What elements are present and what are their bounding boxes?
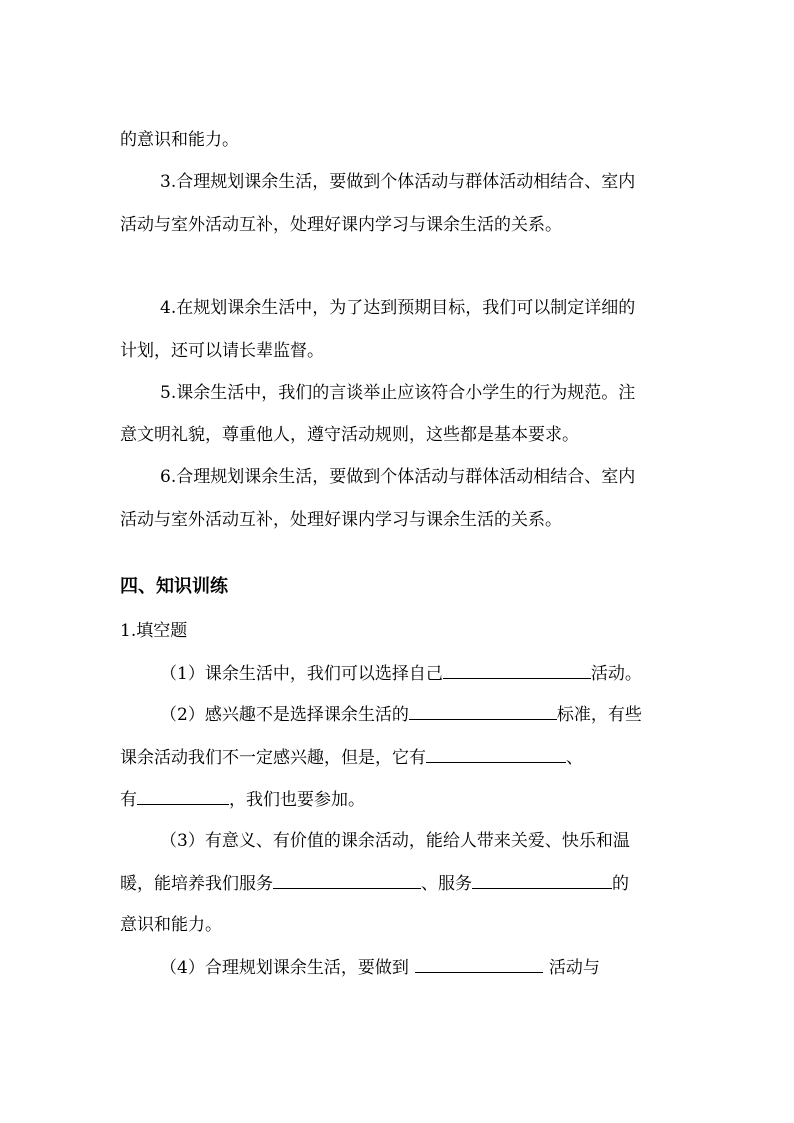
answer-blank[interactable] <box>443 663 591 679</box>
question-1 <box>160 663 642 684</box>
question-3-line3: 意识和能力。 <box>120 915 222 935</box>
question-2-line3 <box>120 789 365 810</box>
question-2-text-c: 课余活动我们不一定感兴趣，但是，它有 <box>120 748 426 768</box>
item3-line2: 活动与室外活动互补，处理好课内学习与课余生活的关系。 <box>120 215 562 235</box>
item4-line2: 计划，还可以请长辈监督。 <box>120 341 324 361</box>
answer-blank[interactable] <box>415 957 543 973</box>
answer-blank[interactable] <box>472 873 612 889</box>
question-2-line2 <box>120 747 583 768</box>
question-4-text-a: （4）合理规划课余生活，要做到 <box>160 958 409 978</box>
sub-heading-fill-blanks: 1.填空题 <box>120 621 188 641</box>
answer-blank[interactable] <box>137 789 229 805</box>
item4-line1: 4.在规划课余生活中，为了达到预期目标，我们可以制定详细的 <box>160 298 636 318</box>
question-3-text-a: 暖，能培养我们服务 <box>120 874 273 894</box>
question-3-text-b: 、服务 <box>421 874 472 894</box>
item5-line2: 意文明礼貌，尊重他人，遵守活动规则，这些都是基本要求。 <box>120 425 579 445</box>
question-2-text-b: 标准，有些 <box>556 705 642 725</box>
answer-blank[interactable] <box>409 704 557 720</box>
item5-line1: 5.课余生活中，我们的言谈举止应该符合小学生的行为规范。注 <box>160 383 636 403</box>
question-3-text-c: 的 <box>612 874 629 894</box>
item3-line1: 3.合理规划课余生活，要做到个体活动与群体活动相结合、室内 <box>160 172 636 192</box>
question-4-line1 <box>160 957 600 978</box>
item6-line2: 活动与室外活动互补，处理好课内学习与课余生活的关系。 <box>120 510 562 530</box>
question-2-text-a: （2）感兴趣不是选择课余生活的 <box>160 705 409 725</box>
question-1-text-a: （1）课余生活中，我们可以选择自己 <box>160 664 443 684</box>
answer-blank[interactable] <box>426 747 566 763</box>
answer-blank[interactable] <box>273 873 421 889</box>
question-4-text-b: 活动与 <box>548 958 600 978</box>
question-2-text-d: 、 <box>566 748 583 768</box>
section-heading: 四、知识训练 <box>120 576 228 597</box>
question-3-line2 <box>120 873 629 894</box>
question-2-text-f: ，我们也要参加。 <box>229 790 365 810</box>
question-2-line1 <box>160 704 642 725</box>
item6-line1: 6.合理规划课余生活，要做到个体活动与群体活动相结合、室内 <box>160 467 636 487</box>
question-1-text-b: 活动。 <box>590 664 642 684</box>
question-2-text-e: 有 <box>120 790 137 810</box>
question-3-line1: （3）有意义、有价值的课余活动，能给人带来关爱、快乐和温 <box>160 831 630 851</box>
item2-tail: 的意识和能力。 <box>120 130 239 150</box>
